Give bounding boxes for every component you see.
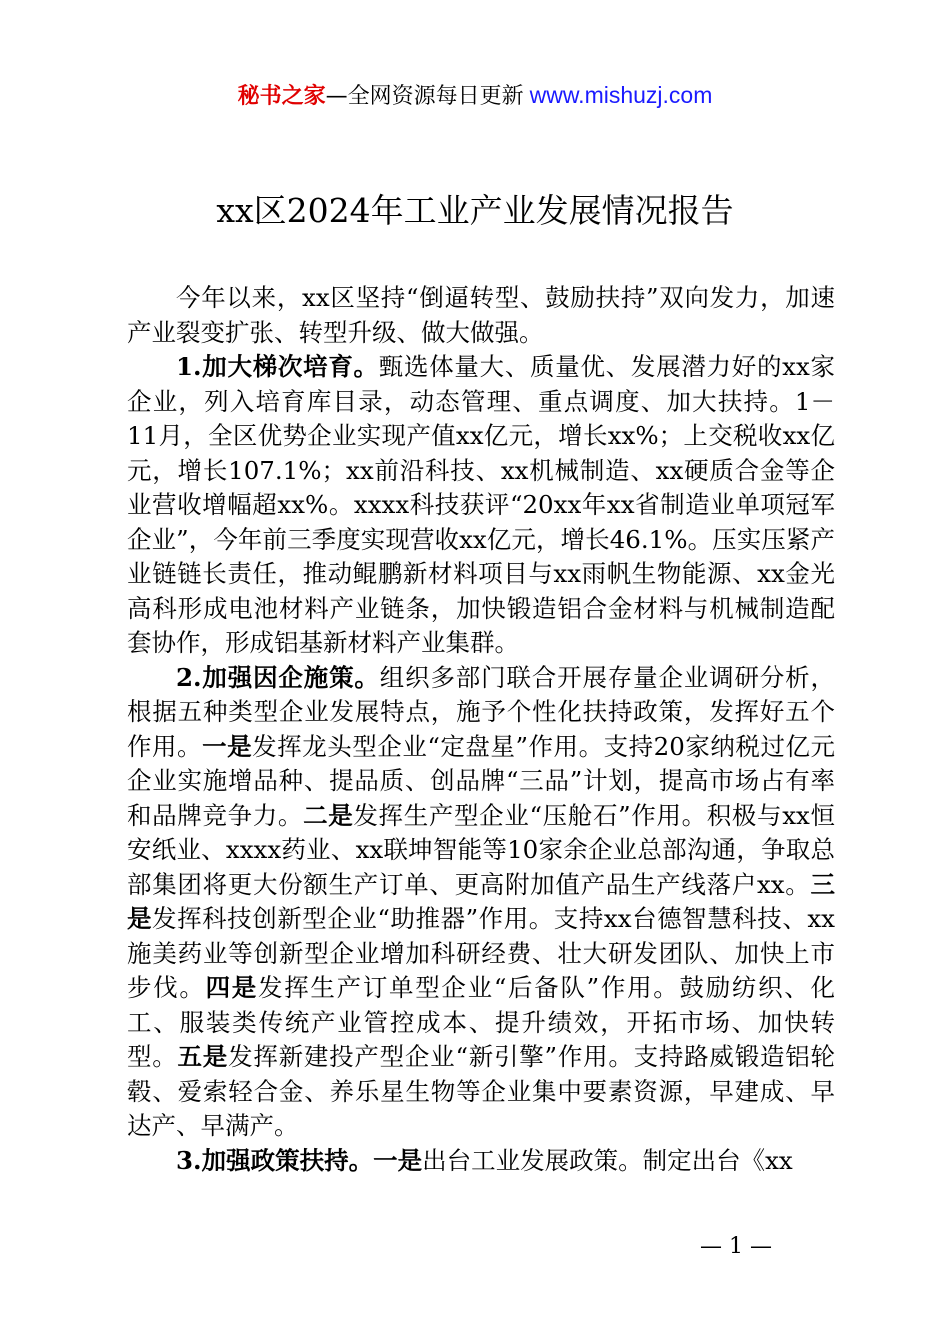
point-lead: 三是 <box>127 869 835 933</box>
document-body <box>127 281 835 1178</box>
banner-url-link[interactable]: www.mishuzj.com <box>529 82 713 108</box>
point-text: 发挥生产型企业“压舱石”作用。积极与xx恒安纸业、xxxx药业、xx联坤智能等10家余企业总部沟通，争取总部集团将更大份额生产订单、更高附加值产品生产线落户xx。 <box>127 800 835 899</box>
point-text: 发挥新建投产型企业“新引擎”作用。支持路威锻造铝轮毂、爱索轻合金、养乐星生物等企业集中要素资源，早建成、早达产、早满产。 <box>127 1042 835 1140</box>
point-lead: 二是 <box>303 800 354 830</box>
point-lead: 一是 <box>202 731 253 761</box>
section-2-intro: 组织多部门联合开展存量企业调研分析，根据五种类型企业发展特点，施予个性化扶持政策，发挥好五个作用。 <box>127 662 836 761</box>
banner-slogan: —全网资源每日更新 <box>325 84 524 109</box>
point-text: 发挥龙头型企业“定盘星”作用。支持20家纳税过亿元企业实施增品种、提品质、创品牌“三品”计划，提高市场占有率和品牌竞争力。 <box>127 731 836 830</box>
section-3-paragraph <box>127 1144 835 1179</box>
point-text: 发挥生产订单型企业“后备队”作用。鼓励纺织、化工、服装类传统产业管控成本、提升绩效，开拓市场、加快转型。 <box>127 973 835 1071</box>
section-1-heading: 1.加大梯次培育。 <box>176 352 379 381</box>
section-2-paragraph <box>127 661 835 1144</box>
site-banner <box>0 78 950 114</box>
point-text: 发挥科技创新型企业“助推器”作用。支持xx台德智慧科技、xx施美药业等创新型企业增加科研经费、壮大研发团队、加快上市步伐。 <box>127 904 835 1002</box>
section-3-lead: 一是 <box>373 1145 423 1175</box>
section-3-heading: 3.加强政策扶持。 <box>176 1145 374 1175</box>
section-1-paragraph <box>127 350 835 661</box>
document-title: xx区2024年工业产业发展情况报告 <box>216 191 734 230</box>
page-number: — 1 — <box>700 1234 772 1259</box>
intro-paragraph: 今年以来，xx区坚持“倒逼转型、鼓励扶持”双向发力，加速产业裂变扩张、转型升级、做大做强。 <box>127 283 835 347</box>
point-lead: 五是 <box>177 1042 229 1071</box>
section-3-text: 出台工业发展政策。制定出台《xx <box>422 1145 793 1175</box>
banner-brand: 秘书之家 <box>237 84 326 109</box>
section-2-heading: 2.加强因企施策。 <box>176 662 380 692</box>
point-lead: 四是 <box>205 973 259 1002</box>
section-1-text: 甄选体量大、质量优、发展潜力好的xx家企业，列入培育库目录，动态管理、重点调度、加大扶持。1－11月，全区优势企业实现产值xx亿元，增长xx%；上交税收xx亿元，增长107.1%；xx前沿科技、xx机械制造、xx硬质合金等企业营收增幅超xx%。xxxx科技获评“20xx年xx省制造业单项冠军企业”，今年前三季度实现营收xx亿元，增长46.1%。压实压紧产业链链长责任，推动鲲鹏新材料项目与xx雨帆生物能源、xx金光高科形成电池材料产业链条，加快锻造铝合金材料与机械制造配套协作，形成铝基新材料产业集群。 <box>127 352 836 657</box>
